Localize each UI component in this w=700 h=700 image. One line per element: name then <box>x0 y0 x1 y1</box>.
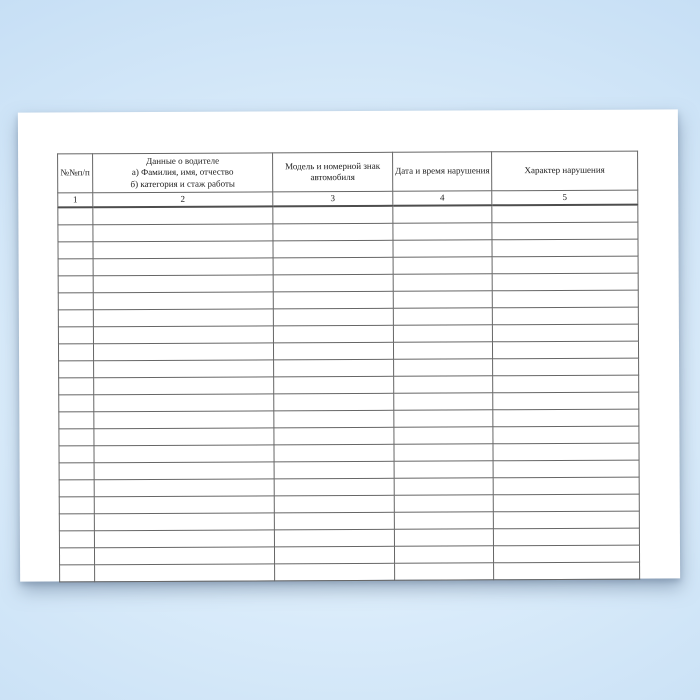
col-header-vehicle <box>273 152 393 192</box>
blank-cell <box>58 259 93 276</box>
vehicle-label-line1: Модель и номерной знак <box>285 160 381 172</box>
blank-cell <box>393 240 492 257</box>
col-header-datetime <box>393 152 492 191</box>
blank-cell <box>94 445 274 463</box>
blank-cell <box>274 496 394 514</box>
blank-cell <box>394 427 493 444</box>
blank-cell <box>492 239 638 257</box>
blank-cell <box>393 325 492 342</box>
blank-cell <box>273 206 393 224</box>
blank-cell <box>273 326 393 344</box>
blank-cell <box>58 344 93 361</box>
blank-cell <box>394 410 493 427</box>
blank-cell <box>394 444 493 461</box>
blank-cell <box>493 460 639 478</box>
blank-cell <box>274 513 394 531</box>
blank-cell <box>274 377 394 395</box>
blank-cell <box>93 343 273 361</box>
blank-cell <box>494 562 640 580</box>
blank-cell <box>393 206 492 224</box>
blank-cell <box>274 411 394 429</box>
blank-cell <box>59 480 94 497</box>
header-row <box>58 151 638 193</box>
blank-cell <box>59 531 94 548</box>
blank-cell <box>58 327 93 344</box>
blank-cell <box>493 477 639 495</box>
blank-cell <box>60 565 95 582</box>
driver-data-sub-a: а) Фамилия, имя, отчество <box>131 166 234 178</box>
blank-cell <box>59 514 94 531</box>
blank-cell <box>493 494 639 512</box>
col-header-driver-data <box>93 153 273 193</box>
blank-cell <box>493 545 639 563</box>
blank-cell <box>273 343 393 361</box>
blank-cell <box>59 446 94 463</box>
blank-cell <box>492 324 638 342</box>
blank-cell <box>274 360 394 378</box>
blank-cell <box>492 256 638 274</box>
blank-cell <box>94 394 274 412</box>
blank-cell <box>273 275 393 293</box>
blank-cell <box>493 426 639 444</box>
blank-cell <box>94 547 274 565</box>
blank-cell <box>492 307 638 325</box>
blank-cell <box>492 222 638 240</box>
blank-cell <box>59 378 94 395</box>
blank-cell <box>394 512 493 529</box>
blank-cell <box>59 361 94 378</box>
blank-cell <box>492 273 638 291</box>
blank-cell <box>492 341 638 359</box>
blank-cell <box>492 205 638 223</box>
blank-cell <box>59 463 94 480</box>
document-page <box>18 109 680 581</box>
col-header-number <box>58 154 93 193</box>
blank-cell <box>394 546 493 563</box>
blank-cell <box>94 496 274 514</box>
blank-cell <box>273 241 393 259</box>
blank-cell <box>94 377 274 395</box>
blank-cell <box>394 495 493 512</box>
blank-cell <box>493 392 639 410</box>
blank-cell <box>493 375 639 393</box>
blank-cell <box>58 242 93 259</box>
blank-cell <box>59 412 94 429</box>
blank-cell <box>94 428 274 446</box>
blank-cell <box>394 376 493 393</box>
col-header-violation-nature <box>492 151 638 191</box>
blank-cell <box>94 462 274 480</box>
blank-cell <box>93 275 273 293</box>
blank-cell <box>94 530 274 548</box>
blank-cell <box>59 548 94 565</box>
blank-cell <box>274 479 394 497</box>
blank-row <box>60 562 640 582</box>
column-number: 1 <box>58 193 93 208</box>
blank-cell <box>273 309 393 327</box>
blank-cell <box>493 528 639 546</box>
blank-cell <box>94 479 274 497</box>
blank-cell <box>394 478 493 495</box>
vehicle-label-line2: автомобиля <box>310 171 355 183</box>
violations-journal-table <box>57 151 640 583</box>
blank-cell <box>93 292 273 310</box>
blank-cell <box>394 359 493 376</box>
violation-nature-label: Характер нарушения <box>524 165 605 176</box>
blank-cell <box>493 511 639 529</box>
blank-cell <box>274 428 394 446</box>
blank-cell <box>93 258 273 276</box>
column-number: 2 <box>93 192 273 208</box>
blank-cell <box>93 207 273 225</box>
blank-cell <box>58 310 93 327</box>
blank-cell <box>393 342 492 359</box>
blank-cell <box>59 429 94 446</box>
blank-cell <box>274 445 394 463</box>
blank-cell <box>59 497 94 514</box>
driver-data-sub-b: б) категория и стаж работы <box>130 178 235 189</box>
blank-cell <box>93 241 273 259</box>
blank-cell <box>273 258 393 276</box>
blank-cell <box>493 443 639 461</box>
table-header <box>58 151 638 208</box>
blank-cell <box>274 530 394 548</box>
blank-cell <box>393 291 492 308</box>
col-header-number-label: №№п/п <box>60 167 90 178</box>
blank-cell <box>94 513 274 531</box>
blank-cell <box>94 411 274 429</box>
blank-cell <box>93 326 273 344</box>
blank-cell <box>394 393 493 410</box>
blank-cell <box>273 292 393 310</box>
blank-cell <box>274 394 394 412</box>
blank-cell <box>395 563 494 580</box>
column-number: 3 <box>273 191 393 206</box>
blank-cell <box>493 358 639 376</box>
datetime-label: Дата и время нарушения <box>395 165 490 177</box>
blank-cell <box>493 409 639 427</box>
blank-cell <box>393 274 492 291</box>
blank-cell <box>58 276 93 293</box>
column-number: 4 <box>393 191 492 206</box>
blank-cell <box>394 529 493 546</box>
blank-cell <box>58 225 93 242</box>
blank-cell <box>58 293 93 310</box>
blank-cell <box>94 360 274 378</box>
blank-cell <box>274 462 394 480</box>
blank-cell <box>273 224 393 242</box>
blank-cell <box>492 290 638 308</box>
blank-cell <box>393 308 492 325</box>
table-body <box>58 205 640 582</box>
column-number: 5 <box>492 190 638 205</box>
blank-cell <box>93 224 273 242</box>
blank-cell <box>274 547 394 565</box>
driver-data-title: Данные о водителе <box>146 155 220 167</box>
blank-cell <box>393 223 492 240</box>
blank-cell <box>95 564 275 582</box>
blank-cell <box>393 257 492 274</box>
blank-cell <box>275 564 395 582</box>
blank-cell <box>394 461 493 478</box>
blank-cell <box>58 208 93 226</box>
blank-cell <box>59 395 94 412</box>
blank-cell <box>93 309 273 327</box>
